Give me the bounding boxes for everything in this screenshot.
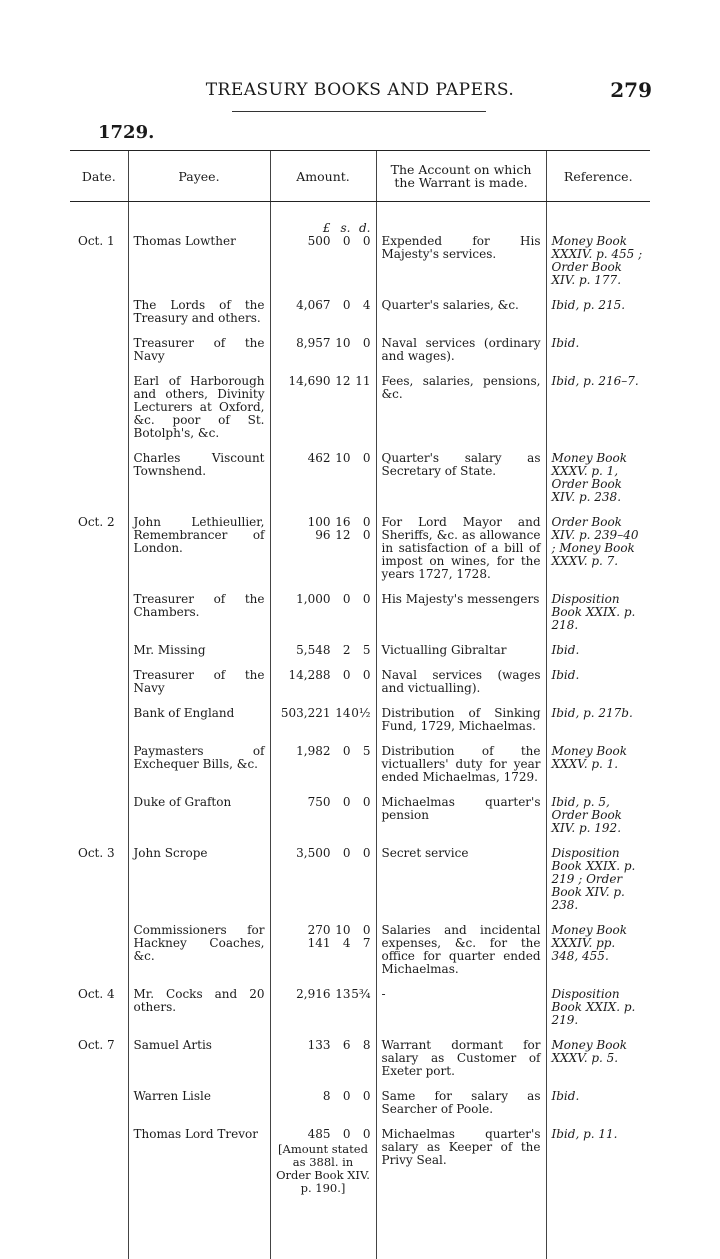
shillings-value: 10 xyxy=(331,337,351,350)
amount-line xyxy=(276,669,371,682)
table-row xyxy=(70,593,650,644)
account-cell: Quarter's salaries, &c. xyxy=(376,299,546,337)
pounds-value: 750 xyxy=(281,796,331,809)
amount-cell xyxy=(270,669,376,707)
date-cell: Oct. 4 xyxy=(70,988,128,1039)
table-row xyxy=(70,924,650,988)
pence-value: 11 xyxy=(351,375,371,388)
table-body xyxy=(70,202,650,1259)
header-amount: Amount. xyxy=(270,151,376,202)
date-cell: Oct. 2 xyxy=(70,516,128,593)
shillings-value: 0 xyxy=(331,669,351,682)
amount-cell xyxy=(270,235,376,299)
account-cell: Victualling Gibraltar xyxy=(376,644,546,669)
shillings-value: 16 xyxy=(331,516,351,529)
table-row xyxy=(70,988,650,1039)
date-cell xyxy=(70,1128,128,1207)
reference-cell: Money Book XXXV. p. 1. xyxy=(546,745,650,796)
account-cell: His Majesty's messengers xyxy=(376,593,546,644)
amount-line xyxy=(276,299,371,312)
pounds-value: 100 xyxy=(281,516,331,529)
account-cell: Distribution of the victuallers' duty for year ended Michaelmas, 1729. xyxy=(376,745,546,796)
payee-cell: Treasurer of the Navy xyxy=(128,337,270,375)
reference-cell: Money Book XXXV. p. 5. xyxy=(546,1039,650,1090)
reference-cell: Disposition Book XXIX. p. 219. xyxy=(546,988,650,1039)
amount-line xyxy=(276,796,371,809)
pence-value: 0 xyxy=(351,452,371,465)
date-cell xyxy=(70,1090,128,1128)
date-cell xyxy=(70,707,128,745)
pence-value: 5 xyxy=(351,644,371,657)
reference-cell: Ibid. xyxy=(546,669,650,707)
reference-cell: Disposition Book XXIX. p. 219 ; Order Book XIV. p. 238. xyxy=(546,847,650,924)
payee-cell: Commissioners for Hackney Coaches, &c. xyxy=(128,924,270,988)
reference-cell: Ibid. xyxy=(546,337,650,375)
shillings-value: 10 xyxy=(331,452,351,465)
title-rule xyxy=(232,111,486,112)
pounds-value: 133 xyxy=(281,1039,331,1052)
page-number: 279 xyxy=(610,78,652,102)
amount-line xyxy=(276,337,371,350)
pounds-value: 270 xyxy=(281,924,331,937)
pence-value: 4 xyxy=(351,299,371,312)
pounds-value: 8 xyxy=(281,1090,331,1103)
amount-cell xyxy=(270,1039,376,1090)
shilling-unit: s. xyxy=(331,222,351,235)
payee-cell: Duke of Grafton xyxy=(128,796,270,847)
payee-cell: Thomas Lowther xyxy=(128,235,270,299)
account-cell: - xyxy=(376,988,546,1039)
header-payee: Payee. xyxy=(128,151,270,202)
pence-value: 0 xyxy=(351,1128,371,1141)
payee-cell: Paymasters of Exchequer Bills, &c. xyxy=(128,745,270,796)
shillings-value: 0 xyxy=(331,1128,351,1141)
shillings-value: 0 xyxy=(331,796,351,809)
pounds-value: 503,221 xyxy=(281,707,331,720)
pounds-value: 8,957 xyxy=(281,337,331,350)
reference-cell: Ibid, p. 217b. xyxy=(546,707,650,745)
date-cell xyxy=(70,796,128,847)
spacer-row xyxy=(70,202,650,223)
date-cell xyxy=(70,593,128,644)
account-cell: Secret service xyxy=(376,847,546,924)
pence-value: 0½ xyxy=(351,707,371,720)
bottom-spacer-row xyxy=(70,1207,650,1259)
shillings-value: 2 xyxy=(331,644,351,657)
payee-cell: Treasurer of the Chambers. xyxy=(128,593,270,644)
amount-line xyxy=(276,745,371,758)
header-account: The Account on which the Warrant is made. xyxy=(376,151,546,202)
pence-value: 7 xyxy=(351,937,371,950)
date-cell xyxy=(70,337,128,375)
table-header-row xyxy=(70,151,650,202)
pounds-value: 500 xyxy=(281,235,331,248)
shillings-value: 10 xyxy=(331,924,351,937)
pence-value: 0 xyxy=(351,529,371,542)
pounds-value: 485 xyxy=(281,1128,331,1141)
pence-value: 0 xyxy=(351,924,371,937)
account-cell: Michaelmas quarter's pension xyxy=(376,796,546,847)
date-cell xyxy=(70,452,128,516)
payee-cell: John Scrope xyxy=(128,847,270,924)
pounds-value: 14,288 xyxy=(281,669,331,682)
reference-cell: Ibid, p. 5, Order Book XIV. p. 192. xyxy=(546,796,650,847)
amount-cell xyxy=(270,1128,376,1207)
payee-cell: Warren Lisle xyxy=(128,1090,270,1128)
reference-cell: Money Book XXXIV. pp. 348, 455. xyxy=(546,924,650,988)
account-cell: For Lord Mayor and Sheriffs, &c. as allowance in satisfaction of a bill of impost on wines, for the years 1727, 1728. xyxy=(376,516,546,593)
account-cell: Naval services (wages and victualling). xyxy=(376,669,546,707)
pounds-value: 1,982 xyxy=(281,745,331,758)
amount-cell xyxy=(270,847,376,924)
payee-cell: Earl of Harborough and others, Divinity Lecturers at Oxford, &c. poor of St. Botolph's, &c. xyxy=(128,375,270,452)
account-cell: Distribution of Sinking Fund, 1729, Michaelmas. xyxy=(376,707,546,745)
table-row xyxy=(70,337,650,375)
shillings-value: 6 xyxy=(331,1039,351,1052)
table-row xyxy=(70,452,650,516)
shillings-value: 14 xyxy=(331,707,351,720)
pounds-value: 141 xyxy=(281,937,331,950)
amount-cell xyxy=(270,452,376,516)
pounds-value: 462 xyxy=(281,452,331,465)
amount-line xyxy=(276,847,371,860)
running-title: TREASURY BOOKS AND PAPERS. xyxy=(0,80,720,100)
payee-cell: Bank of England xyxy=(128,707,270,745)
pence-value: 5¾ xyxy=(351,988,371,1001)
pounds-value: 14,690 xyxy=(281,375,331,388)
payee-cell: Mr. Missing xyxy=(128,644,270,669)
amount-cell xyxy=(270,1090,376,1128)
amount-cell xyxy=(270,516,376,593)
pence-value: 5 xyxy=(351,745,371,758)
pounds-value: 2,916 xyxy=(281,988,331,1001)
pence-value: 0 xyxy=(351,847,371,860)
reference-cell: Disposition Book XXIX. p. 218. xyxy=(546,593,650,644)
date-cell xyxy=(70,745,128,796)
amount-cell xyxy=(270,988,376,1039)
account-cell: Expended for His Majesty's services. xyxy=(376,235,546,299)
payee-cell: Mr. Cocks and 20 others. xyxy=(128,988,270,1039)
date-cell xyxy=(70,924,128,988)
pounds-value: 4,067 xyxy=(281,299,331,312)
payee-cell: Samuel Artis xyxy=(128,1039,270,1090)
amount-cell xyxy=(270,745,376,796)
amount-line xyxy=(276,375,371,388)
table-row xyxy=(70,1039,650,1090)
date-cell xyxy=(70,299,128,337)
reference-cell: Ibid. xyxy=(546,1090,650,1128)
pence-value: 0 xyxy=(351,516,371,529)
amount-cell xyxy=(270,924,376,988)
pence-value: 0 xyxy=(351,337,371,350)
payee-cell: John Lethieullier, Remembrancer of London. xyxy=(128,516,270,593)
amount-cell xyxy=(270,375,376,452)
shillings-value: 0 xyxy=(331,847,351,860)
shillings-value: 4 xyxy=(331,937,351,950)
pence-unit: d. xyxy=(351,222,371,235)
shillings-value: 13 xyxy=(331,988,351,1001)
amount-line xyxy=(276,1090,371,1103)
pence-value: 0 xyxy=(351,235,371,248)
shillings-value: 12 xyxy=(331,529,351,542)
pence-value: 8 xyxy=(351,1039,371,1052)
account-cell: Quarter's salary as Secretary of State. xyxy=(376,452,546,516)
reference-cell: Ibid, p. 216–7. xyxy=(546,375,650,452)
payee-cell: Thomas Lord Trevor xyxy=(128,1128,270,1207)
pounds-value: 1,000 xyxy=(281,593,331,606)
amount-note: [Amount stated as 388l. in Order Book XIV. p. 190.] xyxy=(276,1143,371,1195)
amount-line xyxy=(276,707,371,720)
shillings-value: 12 xyxy=(331,375,351,388)
amount-cell xyxy=(270,644,376,669)
amount-line xyxy=(276,593,371,606)
pounds-value: 96 xyxy=(281,529,331,542)
table-row xyxy=(70,516,650,593)
account-cell: Salaries and incidental expenses, &c. for the office for quarter ended Michaelmas. xyxy=(376,924,546,988)
reference-cell: Ibid, p. 215. xyxy=(546,299,650,337)
header-reference: Reference. xyxy=(546,151,650,202)
reference-cell: Order Book XIV. p. 239–40 ; Money Book XXXV. p. 7. xyxy=(546,516,650,593)
pound-unit: £ xyxy=(281,222,331,235)
table-row xyxy=(70,707,650,745)
amount-line xyxy=(276,988,371,1001)
shillings-value: 0 xyxy=(331,235,351,248)
account-cell: Naval services (ordinary and wages). xyxy=(376,337,546,375)
table-row xyxy=(70,847,650,924)
shillings-value: 0 xyxy=(331,299,351,312)
amount-line xyxy=(276,937,371,950)
date-cell: Oct. 1 xyxy=(70,235,128,299)
payee-cell: The Lords of the Treasury and others. xyxy=(128,299,270,337)
account-cell: Same for salary as Searcher of Poole. xyxy=(376,1090,546,1128)
reference-cell: Ibid, p. 11. xyxy=(546,1128,650,1207)
amount-line xyxy=(276,529,371,542)
payee-cell: Treasurer of the Navy xyxy=(128,669,270,707)
year-heading: 1729. xyxy=(98,122,154,143)
account-cell: Warrant dormant for salary as Customer of Exeter port. xyxy=(376,1039,546,1090)
table-row xyxy=(70,1128,650,1207)
amount-line xyxy=(276,452,371,465)
table-row xyxy=(70,375,650,452)
table-row xyxy=(70,644,650,669)
amount-cell xyxy=(270,299,376,337)
date-cell: Oct. 3 xyxy=(70,847,128,924)
date-cell xyxy=(70,644,128,669)
table-row xyxy=(70,1090,650,1128)
header-date: Date. xyxy=(70,151,128,202)
date-cell: Oct. 7 xyxy=(70,1039,128,1090)
amount-cell xyxy=(270,337,376,375)
pence-value: 0 xyxy=(351,593,371,606)
reference-cell: Ibid. xyxy=(546,644,650,669)
table-row xyxy=(70,796,650,847)
table-row xyxy=(70,235,650,299)
amount-line xyxy=(276,1039,371,1052)
amount-line xyxy=(276,235,371,248)
date-cell xyxy=(70,669,128,707)
pence-value: 0 xyxy=(351,669,371,682)
account-cell: Michaelmas quarter's salary as Keeper of the Privy Seal. xyxy=(376,1128,546,1207)
pence-value: 0 xyxy=(351,1090,371,1103)
table-row xyxy=(70,299,650,337)
date-cell xyxy=(70,375,128,452)
warrant-table xyxy=(70,150,650,1259)
reference-cell: Money Book XXXIV. p. 455 ; Order Book XIV. p. 177. xyxy=(546,235,650,299)
table-row xyxy=(70,745,650,796)
amount-cell xyxy=(270,796,376,847)
shillings-value: 0 xyxy=(331,593,351,606)
shillings-value: 0 xyxy=(331,1090,351,1103)
shillings-value: 0 xyxy=(331,745,351,758)
payee-cell: Charles Viscount Townshend. xyxy=(128,452,270,516)
pence-value: 0 xyxy=(351,796,371,809)
amount-line xyxy=(276,644,371,657)
pounds-value: 3,500 xyxy=(281,847,331,860)
reference-cell: Money Book XXXV. p. 1, Order Book XIV. p. 238. xyxy=(546,452,650,516)
amount-cell xyxy=(270,593,376,644)
pounds-value: 5,548 xyxy=(281,644,331,657)
amount-cell xyxy=(270,707,376,745)
account-cell: Fees, salaries, pensions, &c. xyxy=(376,375,546,452)
table-row xyxy=(70,669,650,707)
